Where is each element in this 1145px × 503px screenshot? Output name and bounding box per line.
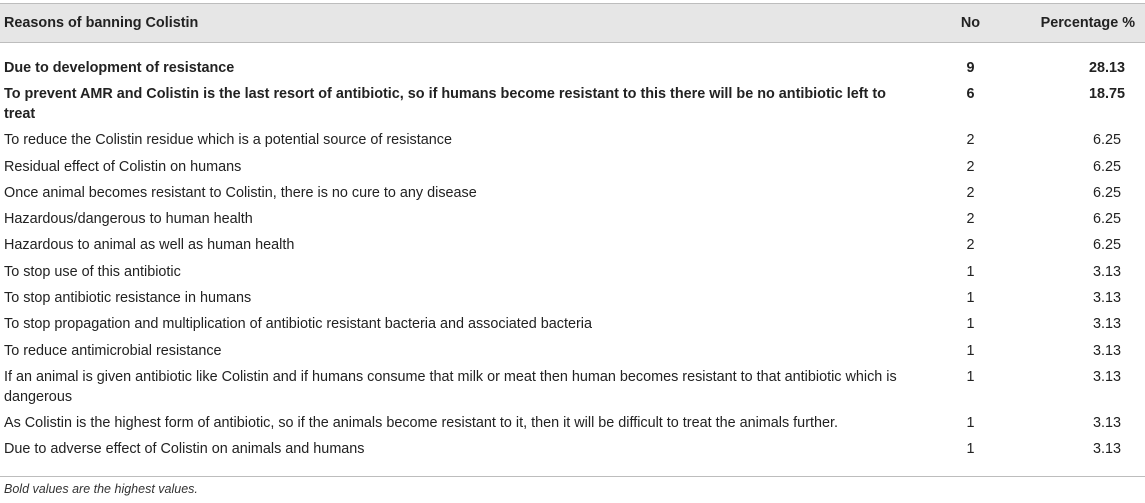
cell-percentage: 3.13: [1092, 414, 1121, 431]
header-reason: Reasons of banning Colistin: [0, 4, 908, 43]
colistin-reasons-table: [0, 3, 1145, 477]
table-footnote: Bold values are the highest values.: [4, 482, 198, 496]
cell-no: 1: [966, 342, 975, 359]
table-row: [0, 43, 1145, 85]
header-row: [0, 4, 1145, 43]
cell-reason: To stop use of this antibiotic: [4, 263, 181, 280]
cell-reason: Residual effect of Colistin on humans: [4, 158, 242, 175]
cell-percentage: 6.25: [1092, 211, 1121, 228]
cell-reason: To stop propagation and multiplication of antibiotic resistant bacteria and associated bacteria: [4, 316, 592, 333]
header-no: No: [908, 4, 1033, 43]
table-row: [0, 367, 1145, 413]
cell-percentage: 6.25: [1092, 158, 1121, 175]
cell-reason: Hazardous/dangerous to human health: [4, 211, 253, 228]
table-row: [0, 439, 1145, 476]
table-row: [0, 413, 1145, 439]
cell-reason: Hazardous to animal as well as human health: [4, 237, 295, 254]
cell-reason: As Colistin is the highest form of antibiotic, so if the animals become resistant to it, then it will be difficult to treat the animals further.: [4, 414, 838, 431]
cell-reason: To prevent AMR and Colistin is the last resort of antibiotic, so if humans become resistant to this there will be no antibiotic left to treat: [4, 86, 886, 123]
cell-no: 2: [966, 132, 975, 149]
table-row: [0, 157, 1145, 183]
cell-percentage: 3.13: [1033, 439, 1145, 476]
cell-no: 1: [908, 439, 1033, 476]
cell-no: 9: [966, 60, 975, 76]
cell-no: 1: [966, 290, 975, 307]
table-row: [0, 209, 1145, 235]
cell-reason: Once animal becomes resistant to Colistin, there is no cure to any disease: [4, 184, 477, 201]
table-row: [0, 130, 1145, 156]
table-row: [0, 262, 1145, 288]
cell-percentage: 18.75: [1088, 86, 1125, 103]
cell-percentage: 3.13: [1092, 290, 1121, 307]
table-row: [0, 84, 1145, 130]
cell-reason: Due to adverse effect of Colistin on animals and humans: [0, 439, 908, 476]
table-row: [0, 235, 1145, 261]
header-percentage: Percentage %: [1033, 4, 1145, 43]
table-row: [0, 314, 1145, 340]
cell-no: 2: [966, 211, 975, 228]
cell-reason: To reduce antimicrobial resistance: [4, 342, 222, 359]
table-row: [0, 288, 1145, 314]
cell-reason: If an animal is given antibiotic like Colistin and if humans consume that milk or meat then human becomes resistant to that antibiotic which is dangerous: [4, 368, 897, 405]
cell-no: 2: [966, 237, 975, 254]
cell-no: 1: [966, 368, 975, 385]
cell-no: 1: [966, 263, 975, 280]
cell-percentage: 3.13: [1092, 316, 1121, 333]
cell-no: 2: [966, 184, 975, 201]
cell-no: 6: [966, 86, 975, 103]
table-header: [0, 4, 1145, 43]
cell-reason: To stop antibiotic resistance in humans: [4, 290, 252, 307]
cell-reason: To reduce the Colistin residue which is a potential source of resistance: [4, 132, 452, 149]
cell-no: 1: [966, 316, 975, 333]
cell-percentage: 6.25: [1092, 132, 1121, 149]
table-row: [0, 183, 1145, 209]
cell-percentage: 3.13: [1092, 342, 1121, 359]
cell-percentage: 6.25: [1092, 184, 1121, 201]
cell-reason: Due to development of resistance: [4, 60, 235, 76]
cell-percentage: 3.13: [1092, 368, 1121, 385]
cell-percentage: 3.13: [1092, 263, 1121, 280]
cell-no: 1: [966, 414, 975, 431]
cell-no: 2: [966, 158, 975, 175]
table-row: [0, 341, 1145, 367]
table-body: [0, 43, 1145, 477]
cell-percentage: 6.25: [1092, 237, 1121, 254]
cell-percentage: 28.13: [1088, 60, 1125, 76]
